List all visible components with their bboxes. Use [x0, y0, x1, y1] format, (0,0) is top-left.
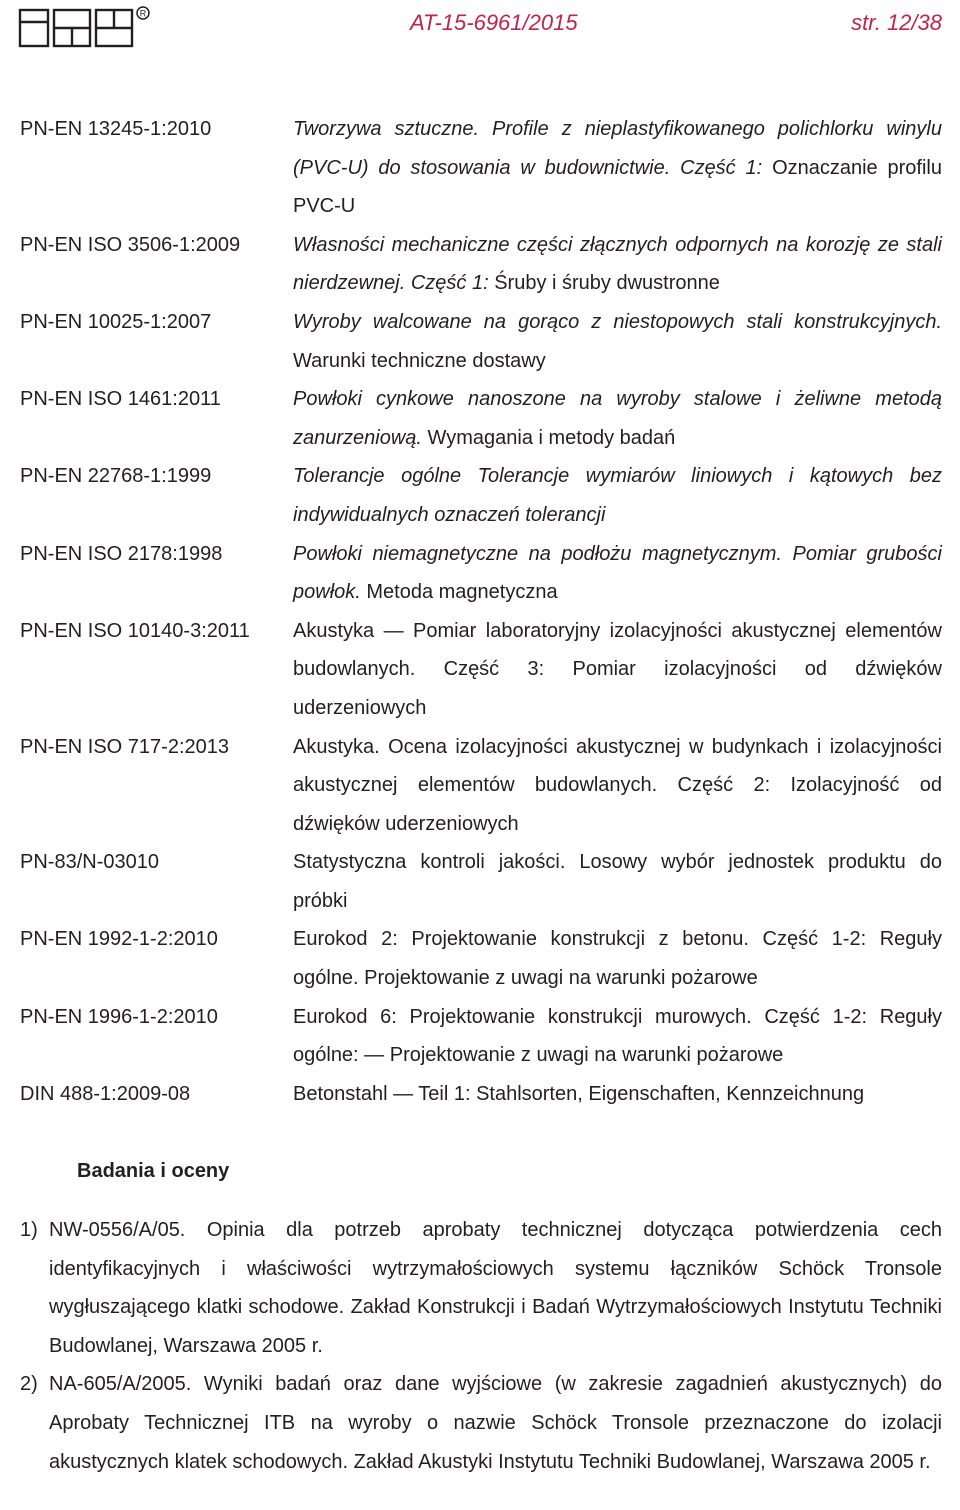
standard-title: Akustyka — Pomiar laboratoryjny izolacyjności akustycznej elementów budowlanych. Część 3: Pomiar izolacyjności od dźwięków uderzeniowych: [293, 619, 942, 719]
standard-code: DIN 488-1:2009-08: [20, 1082, 191, 1105]
standard-code: PN-EN 22768-1:1999: [20, 465, 212, 488]
report-number: 2): [20, 1373, 38, 1396]
report-item: [20, 1365, 942, 1481]
standard-title: Eurokod 2: Projektowanie konstrukcji z betonu. Część 1-2: Reguły ogólne. Projektowanie z uwagi na warunki pożarowe: [293, 928, 942, 990]
standard-row: [20, 457, 942, 534]
standard-code: PN-EN ISO 10140-3:2011: [20, 619, 250, 642]
standard-row: [20, 612, 942, 728]
reports-list: [20, 1211, 942, 1481]
itb-logo-icon: [18, 4, 168, 48]
section-heading: Badania i oceny: [77, 1160, 230, 1182]
standards-list: [20, 110, 942, 1113]
standard-code: PN-EN ISO 2178:1998: [20, 542, 223, 565]
standard-title: Tolerancje ogólne Tolerancje wymiarów liniowych i kątowych bez indywidualnych oznaczeń tolerancji: [293, 465, 942, 526]
standard-row: [20, 843, 942, 920]
standard-title: Betonstahl — Teil 1: Stahlsorten, Eigenschaften, Kennzeichnung: [293, 1082, 865, 1105]
standard-title: Powłoki cynkowe nanoszone na wyroby stalowe i żeliwne metodą zanurzeniową. Wymagania i metody badań: [293, 388, 942, 449]
standard-title: Wyroby walcowane na gorąco z niestopowych stali konstrukcyjnych. Warunki techniczne dostawy: [293, 310, 942, 372]
standard-code: PN-EN 1996-1-2:2010: [20, 1005, 218, 1028]
document-id: AT-15-6961/2015: [410, 10, 578, 35]
page-number: str. 12/38: [851, 10, 942, 35]
report-text: NW-0556/A/05. Opinia dla potrzeb aprobaty technicznej dotycząca potwierdzenia cech identyfikacyjnych i właściwości wytrzymałościowych systemu łączników Schöck Tronsole wygłuszającego klatki schodowe. Zakład Konstrukcji i Badań Wytrzymałościowych Instytutu Techniki Budowlanej, Warszawa 2005 r.: [49, 1219, 942, 1357]
standard-row: [20, 226, 942, 303]
standard-row: [20, 1075, 942, 1114]
standard-title: Powłoki niemagnetyczne na podłożu magnetycznym. Pomiar grubości powłok. Metoda magnetyczna: [293, 542, 942, 604]
standard-row: [20, 110, 942, 226]
standard-row: [20, 998, 942, 1075]
standard-title: Tworzywa sztuczne. Profile z nieplastyfikowanego polichlorku winylu (PVC-U) do stosowania w budownictwie. Część 1: Oznaczanie profilu PVC-U: [293, 118, 942, 218]
standard-row: [20, 303, 942, 380]
svg-text:R: R: [139, 8, 147, 19]
standard-title: Własności mechaniczne części złącznych odpornych na korozję ze stali nierdzewnej. Część 1: Śruby i śruby dwustronne: [293, 233, 942, 295]
standard-code: PN-EN 1992-1-2:2010: [20, 928, 218, 951]
standard-row: [20, 380, 942, 457]
standard-title: Akustyka. Ocena izolacyjności akustycznej w budynkach i izolacyjności akustycznej elementów budowlanych. Część 2: Izolacyjność od dźwięków uderzeniowych: [293, 735, 942, 835]
standard-title: Statystyczna kontroli jakości. Losowy wybór jednostek produktu do próbki: [293, 851, 942, 912]
standard-row: [20, 535, 942, 612]
report-number: 1): [20, 1219, 38, 1241]
standard-code: PN-EN ISO 717-2:2013: [20, 735, 229, 758]
report-item: [20, 1211, 942, 1365]
report-text: NA-605/A/2005. Wyniki badań oraz dane wyjściowe (w zakresie zagadnień akustycznych) do Aprobaty Technicznej ITB na wyroby o nazwie Schöck Tronsole przeznaczone do izolacji akustycznych klatek schodowych. Zakład Akustyki Instytutu Techniki Budowlanej, Warszawa 2005 r.: [49, 1373, 942, 1473]
standard-code: PN-83/N-03010: [20, 851, 159, 874]
standard-code: PN-EN ISO 1461:2011: [20, 388, 221, 411]
standard-code: PN-EN 10025-1:2007: [20, 310, 212, 333]
standard-row: [20, 728, 942, 844]
standard-row: [20, 920, 942, 997]
standard-title: Eurokod 6: Projektowanie konstrukcji murowych. Część 1-2: Reguły ogólne: — Projektowanie z uwagi na warunki pożarowe: [293, 1005, 942, 1067]
standard-code: PN-EN ISO 3506-1:2009: [20, 233, 241, 256]
standard-code: PN-EN 13245-1:2010: [20, 118, 212, 140]
page-header: [18, 0, 942, 50]
